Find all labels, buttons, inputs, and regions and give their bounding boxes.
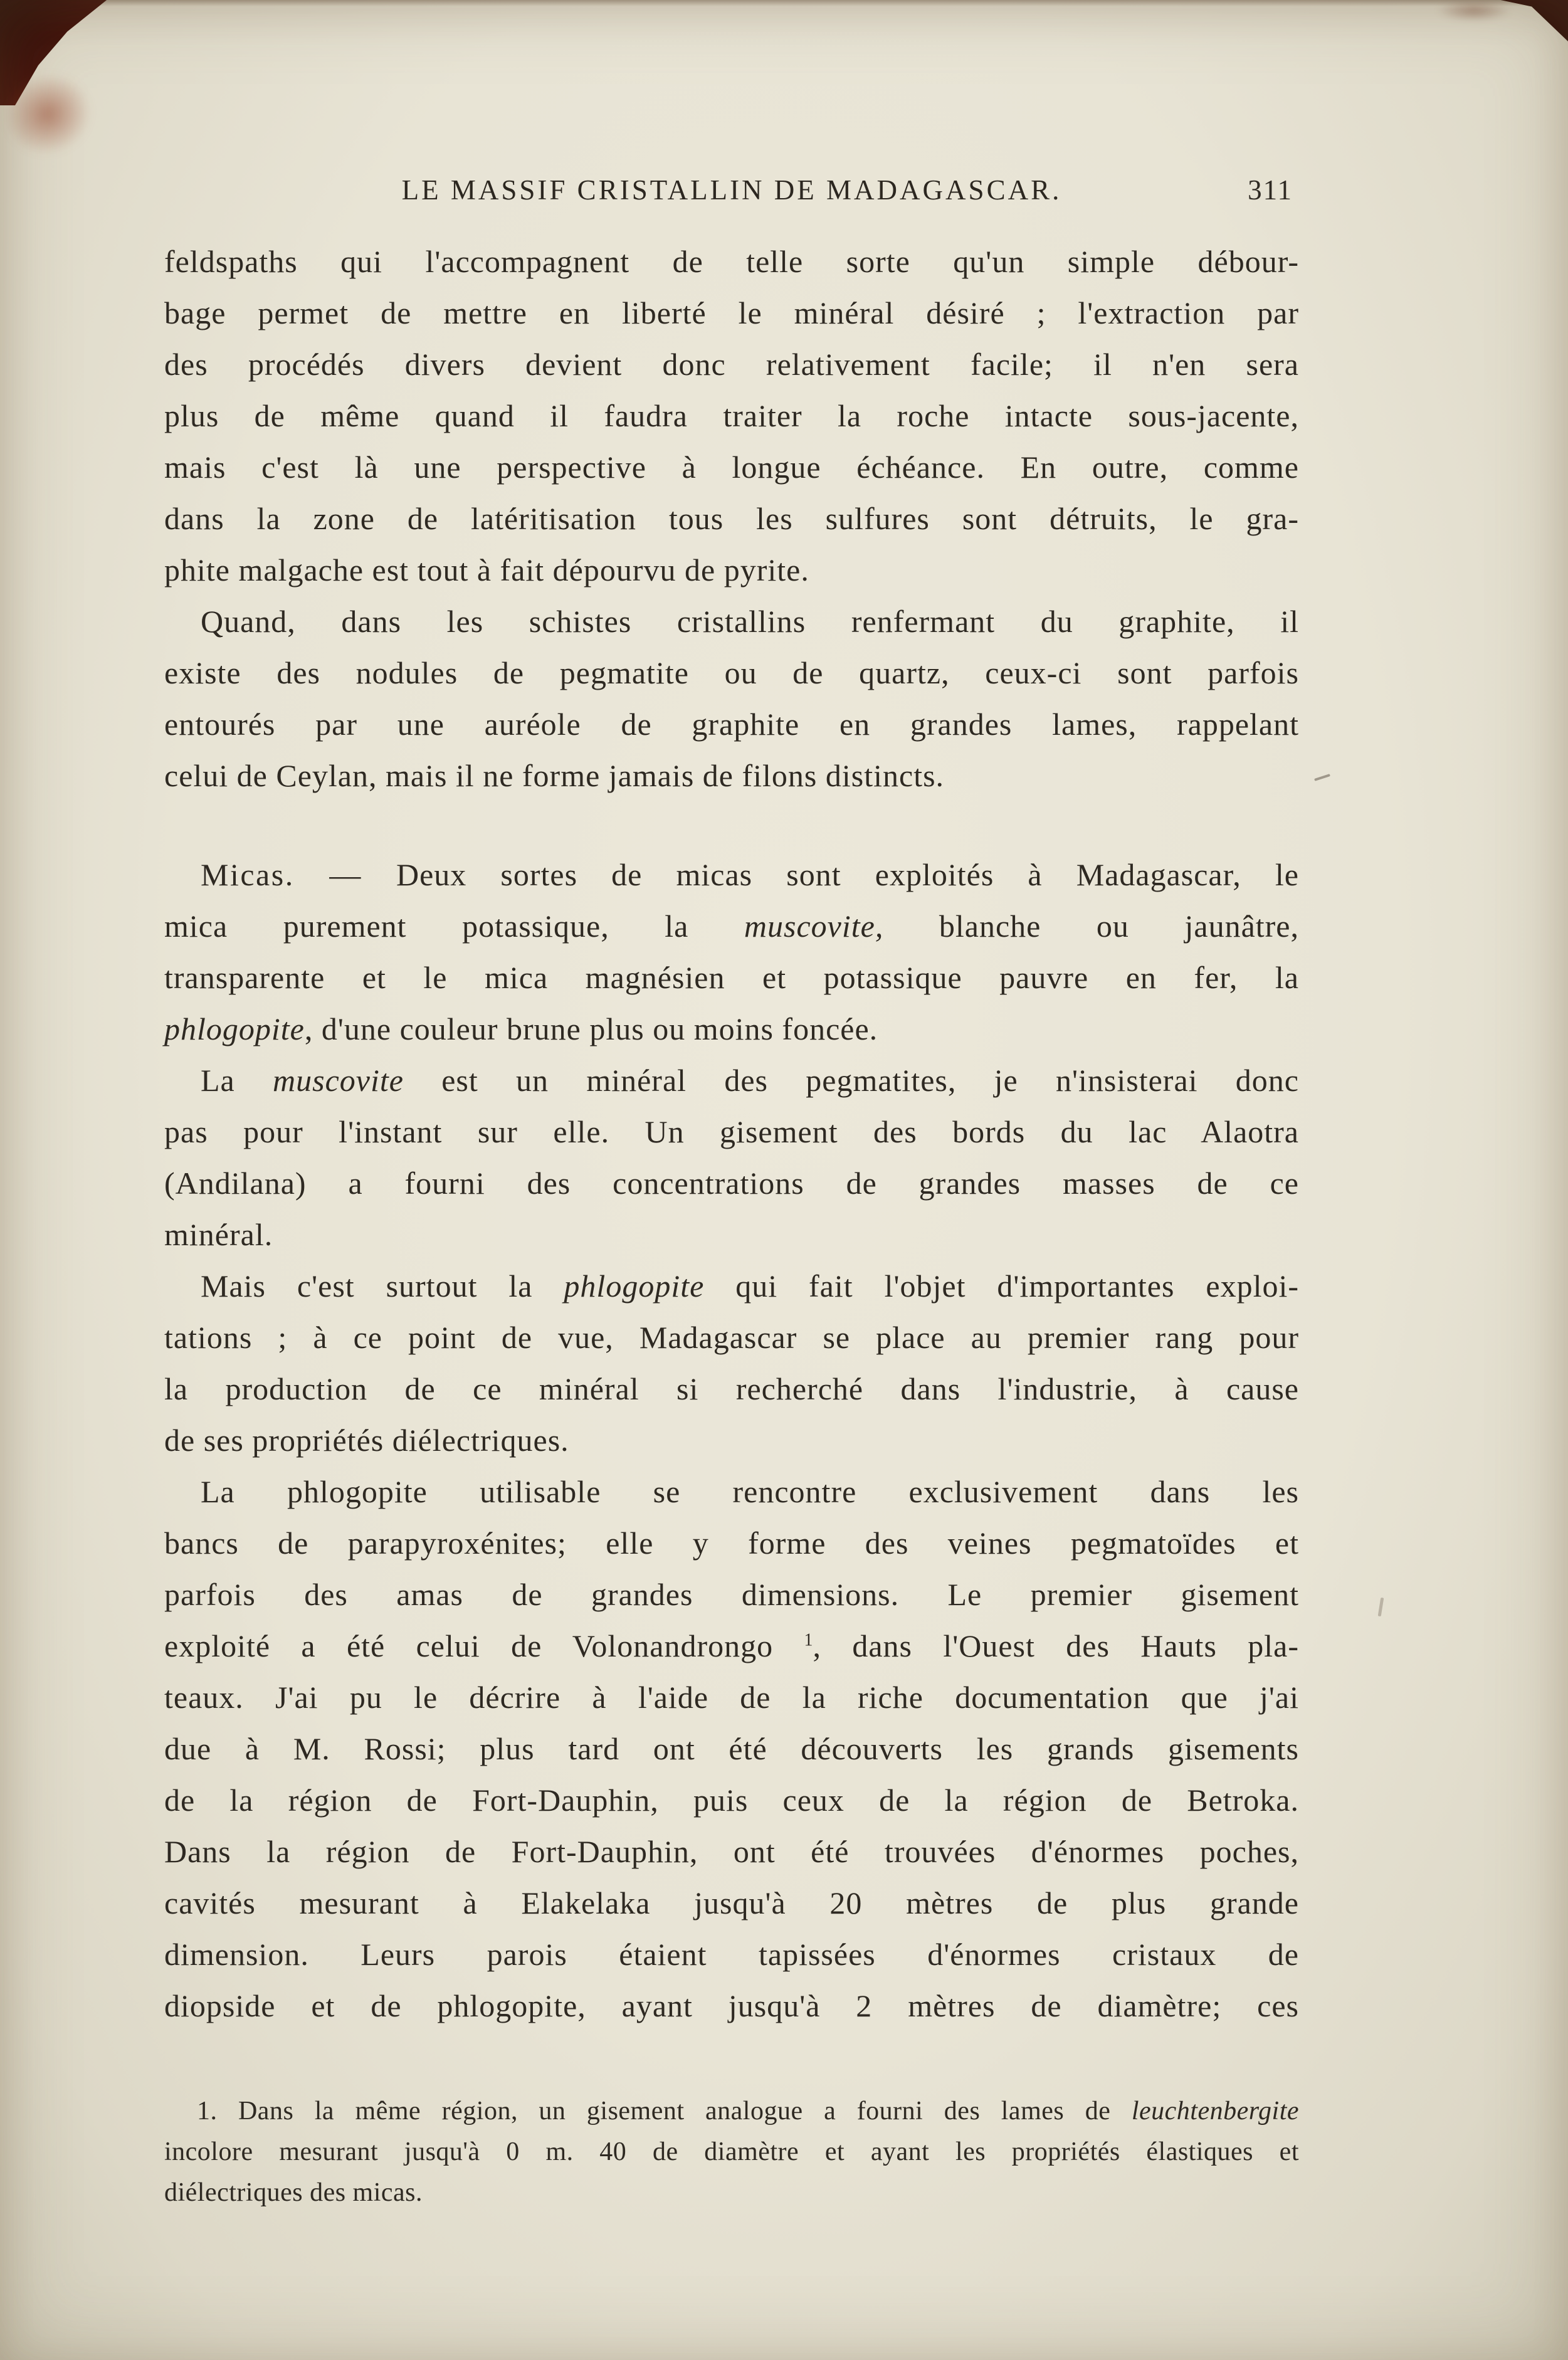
text-line — [164, 596, 1299, 647]
text-run: 1 — [804, 1630, 813, 1650]
text-run: existe des nodules de pegmatite ou de quartz, ceux-ci sont parfois — [164, 655, 1299, 690]
text-line — [164, 750, 1299, 801]
text-line — [164, 1980, 1299, 2031]
binding-smudge-top-right — [1436, 0, 1512, 21]
text-line — [164, 647, 1299, 698]
page-header — [164, 171, 1299, 209]
text-line — [164, 2173, 1299, 2213]
footnote — [164, 2091, 1299, 2213]
paragraph — [164, 849, 1299, 1055]
text-run: incolore mesurant jusqu'à 0 m. 40 de diamètre et ayant les propriétés élastiques et — [164, 2137, 1299, 2166]
text-line — [164, 1774, 1299, 1826]
text-run: transparente et le mica magnésien et potassique pauvre en fer, la — [164, 960, 1299, 995]
text-run: celui de Ceylan, mais il ne forme jamais de filons distincts. — [164, 758, 945, 793]
text-run: La phlogopite utilisable se rencontre exclusivement dans les — [201, 1474, 1299, 1509]
text-run: dans la zone de latéritisation tous les sulfures sont détruits, le gra- — [164, 501, 1299, 536]
text-line — [164, 1826, 1299, 1877]
text-line — [164, 1106, 1299, 1157]
text-line — [164, 493, 1299, 544]
text-line — [164, 1672, 1299, 1723]
paragraph — [164, 236, 1299, 596]
text-run: (Andilana) a fourni des concentrations de grandes masses de ce — [164, 1166, 1299, 1201]
text-run: entourés par une auréole de graphite en grandes lames, rappelant — [164, 707, 1299, 742]
text-run: teaux. J'ai pu le décrire à l'aide de la riche documentation que j'ai — [164, 1680, 1299, 1715]
text-line — [164, 287, 1299, 339]
paragraph — [164, 1466, 1299, 2031]
text-run: phlogopite — [164, 1011, 305, 1046]
text-run: Quand, dans les schistes cristallins renfermant du graphite, il — [201, 604, 1299, 639]
text-line — [164, 1055, 1299, 1106]
text-run: , d'une couleur brune plus ou moins foncée. — [304, 1011, 878, 1046]
text-run: minéral. — [164, 1217, 273, 1252]
text-run: La — [201, 1063, 273, 1098]
text-line — [164, 236, 1299, 287]
text-run: Deux sortes de micas sont exploités à Madagascar, le — [362, 857, 1299, 892]
text-run: phlogopite — [564, 1268, 705, 1304]
text-run: dimension. Leurs parois étaient tapissées d'énormes cristaux de — [164, 1937, 1299, 1972]
text-run: , dans l'Ouest des Hauts pla- — [813, 1628, 1299, 1663]
text-line — [164, 1620, 1299, 1672]
text-line — [164, 1723, 1299, 1774]
text-line — [164, 1877, 1299, 1929]
text-run: est un minéral des pegmatites, je n'insisterai donc — [403, 1063, 1299, 1098]
text-run: leuchtenbergite — [1131, 2097, 1299, 2126]
text-run: qui fait l'objet d'importantes exploi- — [704, 1268, 1300, 1304]
stray-pencil-mark — [1314, 774, 1330, 781]
paragraph — [164, 1055, 1299, 1260]
paragraph — [164, 596, 1299, 801]
text-run: des procédés divers devient donc relativement facile; il n'en sera — [164, 347, 1299, 382]
text-line — [164, 1569, 1299, 1620]
text-line — [164, 1414, 1299, 1466]
text-run: muscovite — [273, 1063, 404, 1098]
text-run: mais c'est là une perspective à longue échéance. En outre, comme — [164, 450, 1299, 485]
text-line — [164, 952, 1299, 1003]
text-run: exploité a été celui de Volonandrongo — [164, 1628, 804, 1663]
text-line — [164, 1312, 1299, 1363]
text-line — [164, 2132, 1299, 2173]
text-line — [164, 849, 1299, 900]
text-run: parfois des amas de grandes dimensions. Le premier gisement — [164, 1577, 1299, 1612]
stray-pencil-mark — [1378, 1598, 1384, 1616]
text-line — [164, 1517, 1299, 1569]
text-line — [164, 1929, 1299, 1980]
text-run: mica purement potassique, la — [164, 909, 744, 944]
text-line — [164, 1260, 1299, 1312]
text-line — [164, 544, 1299, 596]
text-column — [164, 171, 1299, 2213]
text-run: tations ; à ce point de vue, Madagascar se place au premier rang pour — [164, 1320, 1299, 1355]
text-run: de ses propriétés diélectriques. — [164, 1423, 569, 1458]
text-run: diopside et de phlogopite, ayant jusqu'à 2 mètres de diamètre; ces — [164, 1988, 1299, 2023]
text-run: de la région de Fort-Dauphin, puis ceux de la région de Betroka. — [164, 1783, 1299, 1818]
text-run: Micas. — — [201, 857, 362, 892]
text-run: Mais c'est surtout la — [201, 1268, 564, 1304]
text-run: bancs de parapyroxénites; elle y forme des veines pegmatoïdes et — [164, 1525, 1299, 1561]
text-run: diélectriques des micas. — [164, 2178, 423, 2207]
text-run: cavités mesurant à Elakelaka jusqu'à 20 mètres de plus grande — [164, 1885, 1299, 1920]
text-line — [164, 390, 1299, 441]
text-run: la production de ce minéral si recherché dans l'industrie, à cause — [164, 1371, 1299, 1406]
text-line — [164, 441, 1299, 493]
text-run: 1. Dans la même région, un gisement analogue a fourni des lames de — [197, 2097, 1132, 2126]
text-line — [164, 1466, 1299, 1517]
text-run: blanche ou jaunâtre, — [883, 909, 1300, 944]
running-title: LE MASSIF CRISTALLIN DE MADAGASCAR. — [401, 174, 1062, 206]
page-top-edge-shadow — [0, 0, 1568, 6]
text-run: plus de même quand il faudra traiter la roche intacte sous-jacente, — [164, 398, 1299, 433]
body-text — [164, 236, 1299, 2031]
text-line — [164, 1363, 1299, 1414]
text-line — [164, 900, 1299, 952]
paragraph — [164, 1260, 1299, 1466]
text-line — [164, 698, 1299, 750]
text-line — [164, 1157, 1299, 1209]
text-run: phite malgache est tout à fait dépourvu de pyrite. — [164, 552, 809, 587]
text-line — [164, 1209, 1299, 1260]
text-run: muscovite, — [744, 909, 884, 944]
text-line — [164, 339, 1299, 390]
text-line — [164, 2091, 1299, 2132]
text-line — [164, 1003, 1299, 1055]
text-run: pas pour l'instant sur elle. Un gisement des bords du lac Alaotra — [164, 1114, 1299, 1149]
text-run: Dans la région de Fort-Dauphin, ont été trouvées d'énormes poches, — [164, 1834, 1299, 1869]
page-number: 311 — [1248, 174, 1293, 206]
text-run: feldspaths qui l'accompagnent de telle sorte qu'un simple débour- — [164, 244, 1299, 279]
text-run: bage permet de mettre en liberté le minéral désiré ; l'extraction par — [164, 295, 1299, 330]
text-run: due à M. Rossi; plus tard ont été découverts les grands gisements — [164, 1731, 1299, 1766]
